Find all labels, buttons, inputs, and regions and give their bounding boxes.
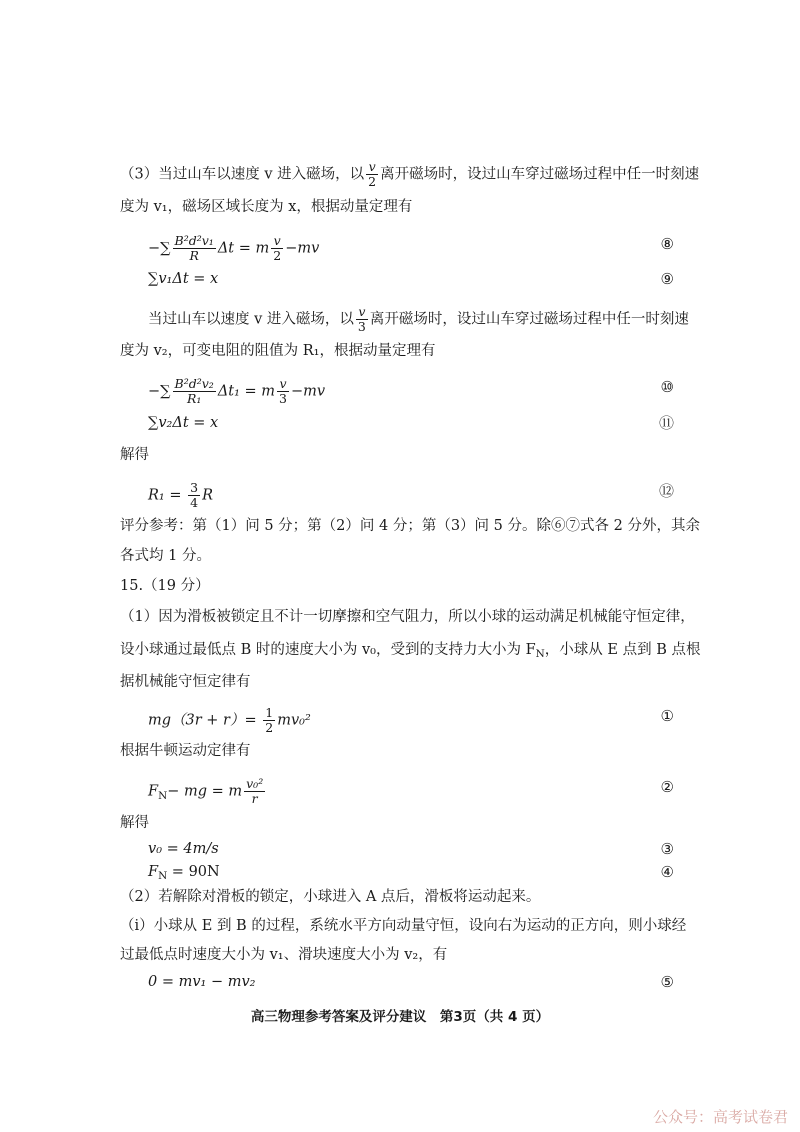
eq8-lhs: −∑ xyxy=(148,240,171,257)
scoring-note-line2: 各式均 1 分。 xyxy=(120,548,211,564)
eq10-mid: Δt₁ = m xyxy=(217,383,276,400)
eq8-tail: −mv xyxy=(285,240,320,257)
newton-label: 根据牛顿运动定律有 xyxy=(120,743,251,759)
frac-top: v xyxy=(271,234,283,249)
frac-bottom: 3 xyxy=(357,319,366,334)
solve-label-1: 解得 xyxy=(120,447,149,463)
frac-bottom: R₁ xyxy=(186,391,202,406)
part3-line1 xyxy=(120,160,699,189)
equation-8 xyxy=(148,234,319,263)
equation-number-12: ⑫ xyxy=(658,482,674,500)
eq8-mid: Δt = m xyxy=(217,240,270,257)
equation-12 xyxy=(148,481,213,510)
part3-line3 xyxy=(148,305,689,334)
frac-top: 3 xyxy=(190,480,199,495)
q15-line2-rest: ，小球从 E 点到 B 点根 xyxy=(544,642,701,658)
equation-4 xyxy=(148,862,220,883)
q15-line3: 据机械能守恒定律有 xyxy=(120,674,251,690)
frac-bottom: R xyxy=(189,248,199,263)
eq2-sub: N xyxy=(158,789,168,802)
frac-bottom: 3 xyxy=(279,391,287,406)
frac-top: v xyxy=(366,160,378,175)
question-15-title: 15.（19 分） xyxy=(120,578,210,594)
eq10-lhs: −∑ xyxy=(148,383,171,400)
frac-bottom: r xyxy=(251,791,258,806)
frac-top: v₀² xyxy=(246,776,264,791)
part3-line1-text: （3）当过山车以速度 v 进入磁场，以 xyxy=(120,166,365,183)
equation-5: 0 = mv₁ − mv₂ xyxy=(148,974,256,990)
part3-line1-frac xyxy=(366,160,378,189)
frac-top: B²d²v₂ xyxy=(174,376,214,391)
eq2-fraction xyxy=(244,777,265,806)
part3-line3-frac xyxy=(356,305,368,334)
eq12-lhs: R₁ = xyxy=(148,487,187,504)
equation-number-3: ③ xyxy=(660,840,674,858)
equation-9: ∑v₁Δt = x xyxy=(148,271,219,287)
eq10-rfraction xyxy=(277,377,289,406)
part3-line3-rest: 离开磁场时，设过山车穿过磁场过程中任一时刻速 xyxy=(369,311,689,328)
part3-line3-text: 当过山车以速度 v 进入磁场，以 xyxy=(148,311,354,328)
equation-3: v₀ = 4m/s xyxy=(148,841,219,857)
equation-number-1: ① xyxy=(660,707,674,725)
frac-top: v xyxy=(356,305,368,320)
eq2-lhs: F xyxy=(148,783,159,800)
eq8-fraction xyxy=(173,234,216,263)
frac-bottom: 4 xyxy=(190,495,199,510)
solve-label-2: 解得 xyxy=(120,815,149,831)
frac-top: v xyxy=(277,377,289,392)
part3-line1-rest: 离开磁场时，设过山车穿过磁场过程中任一时刻速 xyxy=(380,166,700,183)
eq12-tail: R xyxy=(202,487,213,504)
eq4-rest: = 90N xyxy=(167,864,220,880)
frac-top: B²d²v₁ xyxy=(174,233,214,248)
q15-line2-sub: N xyxy=(535,648,545,661)
part3-line4: 度为 v₂，可变电阻的阻值为 R₁，根据动量定理有 xyxy=(120,343,436,359)
equation-number-4: ④ xyxy=(660,863,674,881)
equation-number-9: ⑨ xyxy=(660,270,674,288)
q15-line5: （i）小球从 E 到 B 的过程，系统水平方向动量守恒，设向右为运动的正方向，则小球经 xyxy=(120,918,687,934)
frac-bottom: 2 xyxy=(368,174,377,189)
watermark: 公众号：高考试卷君 xyxy=(652,1108,788,1126)
page-footer: 高三物理参考答案及评分建议 第3页（共 4 页） xyxy=(250,1009,550,1025)
equation-number-2: ② xyxy=(660,778,674,796)
eq1-fraction xyxy=(263,706,275,735)
equation-number-8: ⑧ xyxy=(660,235,674,253)
eq4-sub: N xyxy=(158,870,168,883)
frac-bottom: 2 xyxy=(273,248,282,263)
eq2-mid: − mg = m xyxy=(167,783,243,800)
eq10-fraction xyxy=(173,377,216,406)
scoring-note-line1: 评分参考：第（1）问 5 分；第（2）问 4 分；第（3）问 5 分。除⑥⑦式各 2 分外，其余 xyxy=(120,518,700,534)
frac-top: 1 xyxy=(265,705,274,720)
equation-2 xyxy=(148,777,267,806)
eq1-tail: mv₀² xyxy=(277,712,311,729)
equation-10 xyxy=(148,377,325,406)
part3-line2: 度为 v₁，磁场区域长度为 x，根据动量定理有 xyxy=(120,199,413,215)
eq1-lhs: mg（3r + r）= xyxy=(148,712,262,729)
eq8-rfraction xyxy=(271,234,283,263)
q15-line2-text: 设小球通过最低点 B 时的速度大小为 v₀，受到的支持力大小为 F xyxy=(120,642,536,658)
equation-11: ∑v₂Δt = x xyxy=(148,415,219,431)
q15-line1: （1）因为滑板被锁定且不计一切摩擦和空气阻力，所以小球的运动满足机械能守恒定律， xyxy=(120,609,695,625)
eq12-fraction xyxy=(188,481,200,510)
q15-line2 xyxy=(120,640,700,661)
equation-number-11: ⑪ xyxy=(658,414,674,432)
q15-line4: （2）若解除对滑板的锁定，小球进入 A 点后，滑板将运动起来。 xyxy=(120,889,541,905)
equation-1 xyxy=(148,706,311,735)
eq10-tail: −mv xyxy=(291,383,326,400)
eq4-lhs: F xyxy=(148,864,159,880)
frac-bottom: 2 xyxy=(265,720,274,735)
q15-line6: 过最低点时速度大小为 v₁、滑块速度大小为 v₂，有 xyxy=(120,947,448,963)
equation-number-10: ⑩ xyxy=(660,378,674,396)
equation-number-5: ⑤ xyxy=(660,973,674,991)
